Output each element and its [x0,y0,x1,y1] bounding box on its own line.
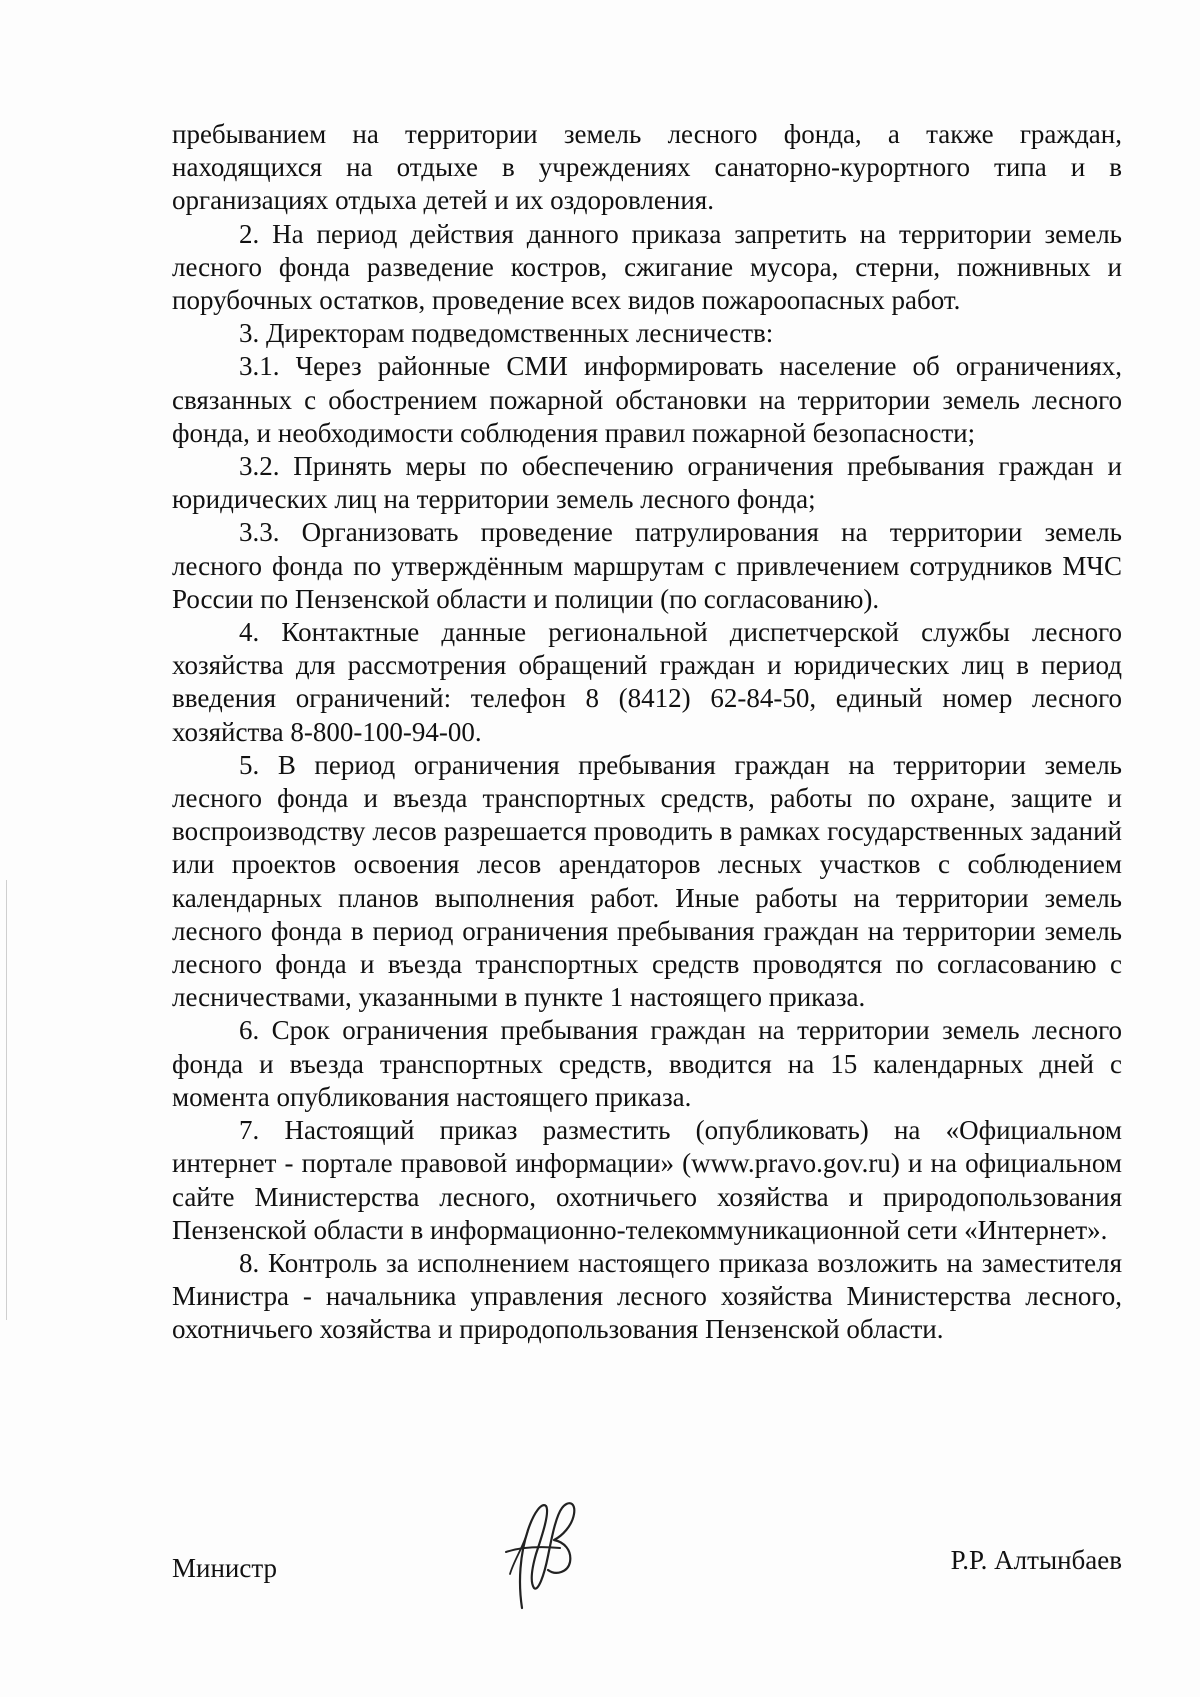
signer-title: Министр [172,1553,277,1583]
paragraph-item-4: 4. Контактные данные региональной диспетчерской службы лесного хозяйства для рассмотрения обращений граждан и юридических лиц в период введения ограничений: телефон 8 (8412) 62-84-50, единый номер лесного хозяйства 8-800-100-94-00. [172,617,1122,747]
paragraph-item-3-3: 3.3. Организовать проведение патрулирования на территории земель лесного фонда по утверждённым маршрутам с привлечением сотрудников МЧС России по Пензенской области и полиции (по согласованию). [172,517,1122,614]
order-body [172,118,1122,1347]
paragraph-item-2: 2. На период действия данного приказа запретить на территории земель лесного фонда разведение костров, сжигание мусора, стерни, пожнивных и порубочных остатков, проведение всех видов пожароопасных работ. [172,218,1122,316]
signature-block [172,1490,1122,1650]
paragraph-item-6: 6. Срок ограничения пребывания граждан на территории земель лесного фонда и въезда транспортных средств, вводится на 15 календарных дней с момента опубликования настоящего приказа. [172,1015,1122,1112]
paragraph-item-3-1: 3.1. Через районные СМИ информировать население об ограничениях, связанных с обострением пожарной обстановки на территории земель лесного фонда, и необходимости соблюдения правил пожарной безопасности; [172,351,1122,448]
handwritten-signature-icon [484,1490,594,1610]
paragraph-item-3-2: 3.2. Принять меры по обеспечению ограничения пребывания граждан и юридических лиц на территории земель лесного фонда; [172,451,1122,515]
paragraph-item-8: 8. Контроль за исполнением настоящего приказа возложить на заместителя Министра - начальника управления лесного хозяйства Министерства лесного, охотничьего хозяйства и природопользования Пензенской области. [172,1247,1122,1345]
scan-edge-line [6,880,7,1320]
paragraph-item-5: 5. В период ограничения пребывания граждан на территории земель лесного фонда и въезда транспортных средств, работы по охране, защите и воспроизводству лесов разрешается проводить в рамках государственных заданий или проектов освоения лесов арендаторов лесных участков с соблюдением календарных планов выполнения работ. Иные работы на территории земель лесного фонда в период ограничения пребывания граждан на территории земель лесного фонда и въезда транспортных средств проводятся по согласованию с лесничествами, указанными в пункте 1 настоящего приказа. [172,749,1122,1013]
paragraph-continuation: пребыванием на территории земель лесного фонда, а также граждан, находящихся на отдыхе в учреждениях санаторно-курортного типа и в организациях отдыха детей и их оздоровления. [172,119,1122,216]
signer-name: Р.Р. Алтынбаев [950,1545,1122,1575]
paragraph-item-7: 7. Настоящий приказ разместить (опубликовать) на «Официальном интернет - портале правовой информации» (www.pravo.gov.ru) и на официальном сайте Министерства лесного, охотничьего хозяйства и природопользования Пензенской области в информационно-телекоммуникационной сети «Интернет». [172,1115,1122,1245]
paragraph-item-3: 3. Директорам подведомственных лесничеств: [239,318,774,349]
